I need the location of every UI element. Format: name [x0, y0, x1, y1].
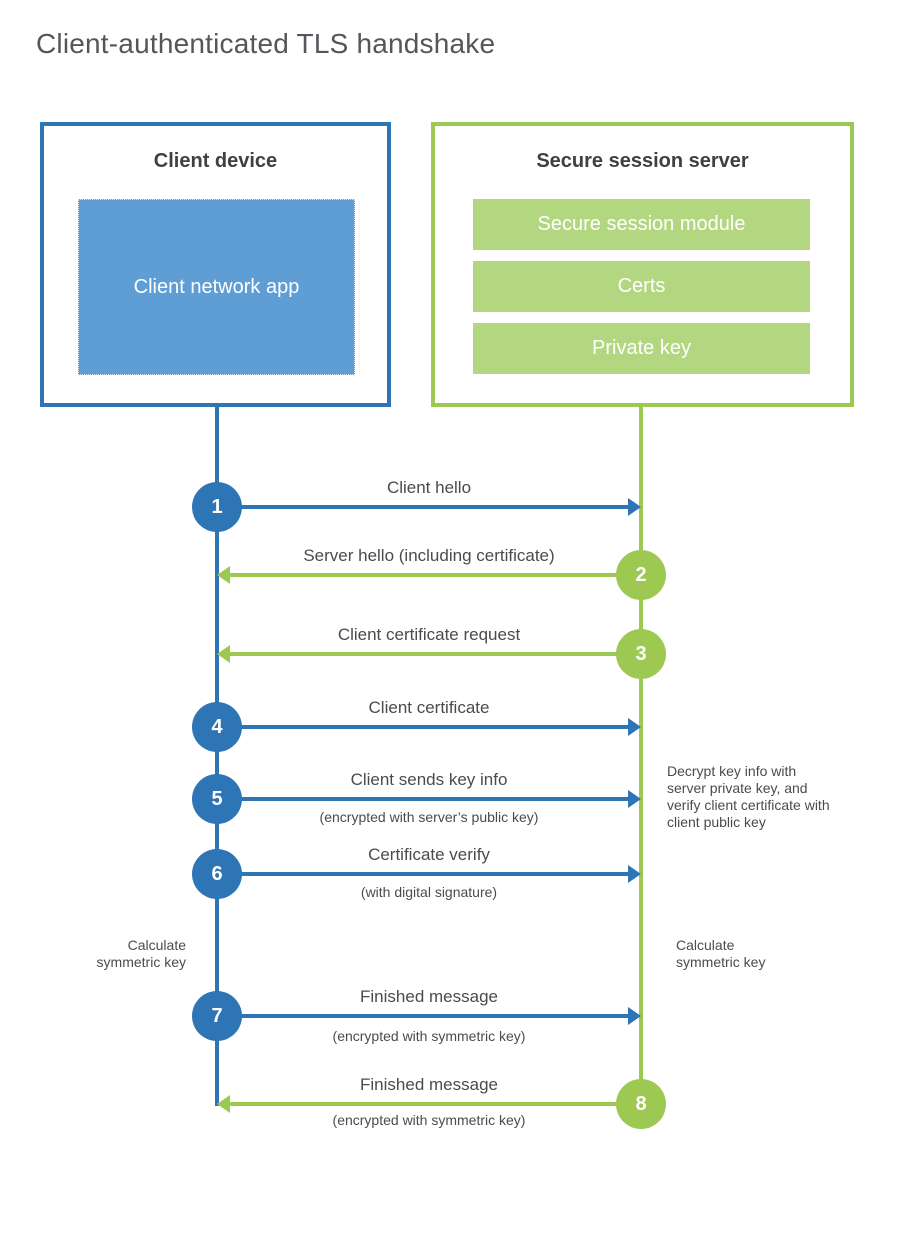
arrowhead-left-icon	[217, 1095, 230, 1113]
message-label: Client hello	[386, 478, 472, 497]
message-label: Client certificate request	[337, 625, 521, 644]
server-module-private-key	[473, 323, 810, 374]
page-title: Client-authenticated TLS handshake	[36, 28, 496, 59]
message-arrow-line	[217, 505, 628, 509]
step-circle-3: 3	[616, 629, 666, 679]
server-calculate-note: Calculate symmetric key	[676, 937, 766, 970]
message-label: Client certificate	[368, 698, 490, 717]
message-label: Finished message	[360, 987, 498, 1006]
client-device-title: Client device	[153, 150, 278, 172]
client-calculate-note: Calculate symmetric key	[96, 937, 186, 970]
arrowhead-right-icon	[628, 1007, 641, 1025]
secure-session-server-title: Secure session server	[536, 150, 749, 172]
message-arrow-line	[217, 797, 628, 801]
server-decrypt-note: Decrypt key info with server private key, and verify client certificate with client public key	[667, 763, 830, 830]
server-module-certs	[473, 261, 810, 312]
step-circle-2: 2	[616, 550, 666, 600]
server-module-label: Secure session module	[537, 213, 746, 235]
step-circle-5: 5	[192, 774, 242, 824]
arrowhead-right-icon	[628, 865, 641, 883]
message-subtitle: (encrypted with server’s public key)	[319, 809, 539, 825]
step-circle-4: 4	[192, 702, 242, 752]
message-arrow-line	[230, 1102, 641, 1106]
arrowhead-right-icon	[628, 790, 641, 808]
server-module-label: Private key	[592, 337, 691, 359]
message-subtitle: (encrypted with symmetric key)	[332, 1112, 526, 1128]
step-circle-8: 8	[616, 1079, 666, 1129]
message-label: Client sends key info	[350, 770, 508, 789]
message-subtitle: (with digital signature)	[360, 884, 498, 900]
server-module-label: Certs	[617, 275, 666, 297]
client-network-app-box	[78, 199, 355, 375]
message-label: Finished message	[360, 1075, 498, 1094]
arrowhead-left-icon	[217, 566, 230, 584]
message-arrow-line	[217, 725, 628, 729]
server-module-secure-session-module	[473, 199, 810, 250]
message-label: Server hello (including certificate)	[303, 546, 555, 565]
message-arrow-line	[230, 573, 641, 577]
arrowhead-right-icon	[628, 718, 641, 736]
step-circle-6: 6	[192, 849, 242, 899]
arrowhead-left-icon	[217, 645, 230, 663]
client-network-app-label: Client network app	[133, 276, 300, 298]
message-subtitle: (encrypted with symmetric key)	[332, 1028, 526, 1044]
message-label: Certificate verify	[368, 845, 490, 864]
message-arrow-line	[230, 652, 641, 656]
step-circle-7: 7	[192, 991, 242, 1041]
step-circle-1: 1	[192, 482, 242, 532]
arrowhead-right-icon	[628, 498, 641, 516]
message-arrow-line	[217, 872, 628, 876]
message-arrow-line	[217, 1014, 628, 1018]
